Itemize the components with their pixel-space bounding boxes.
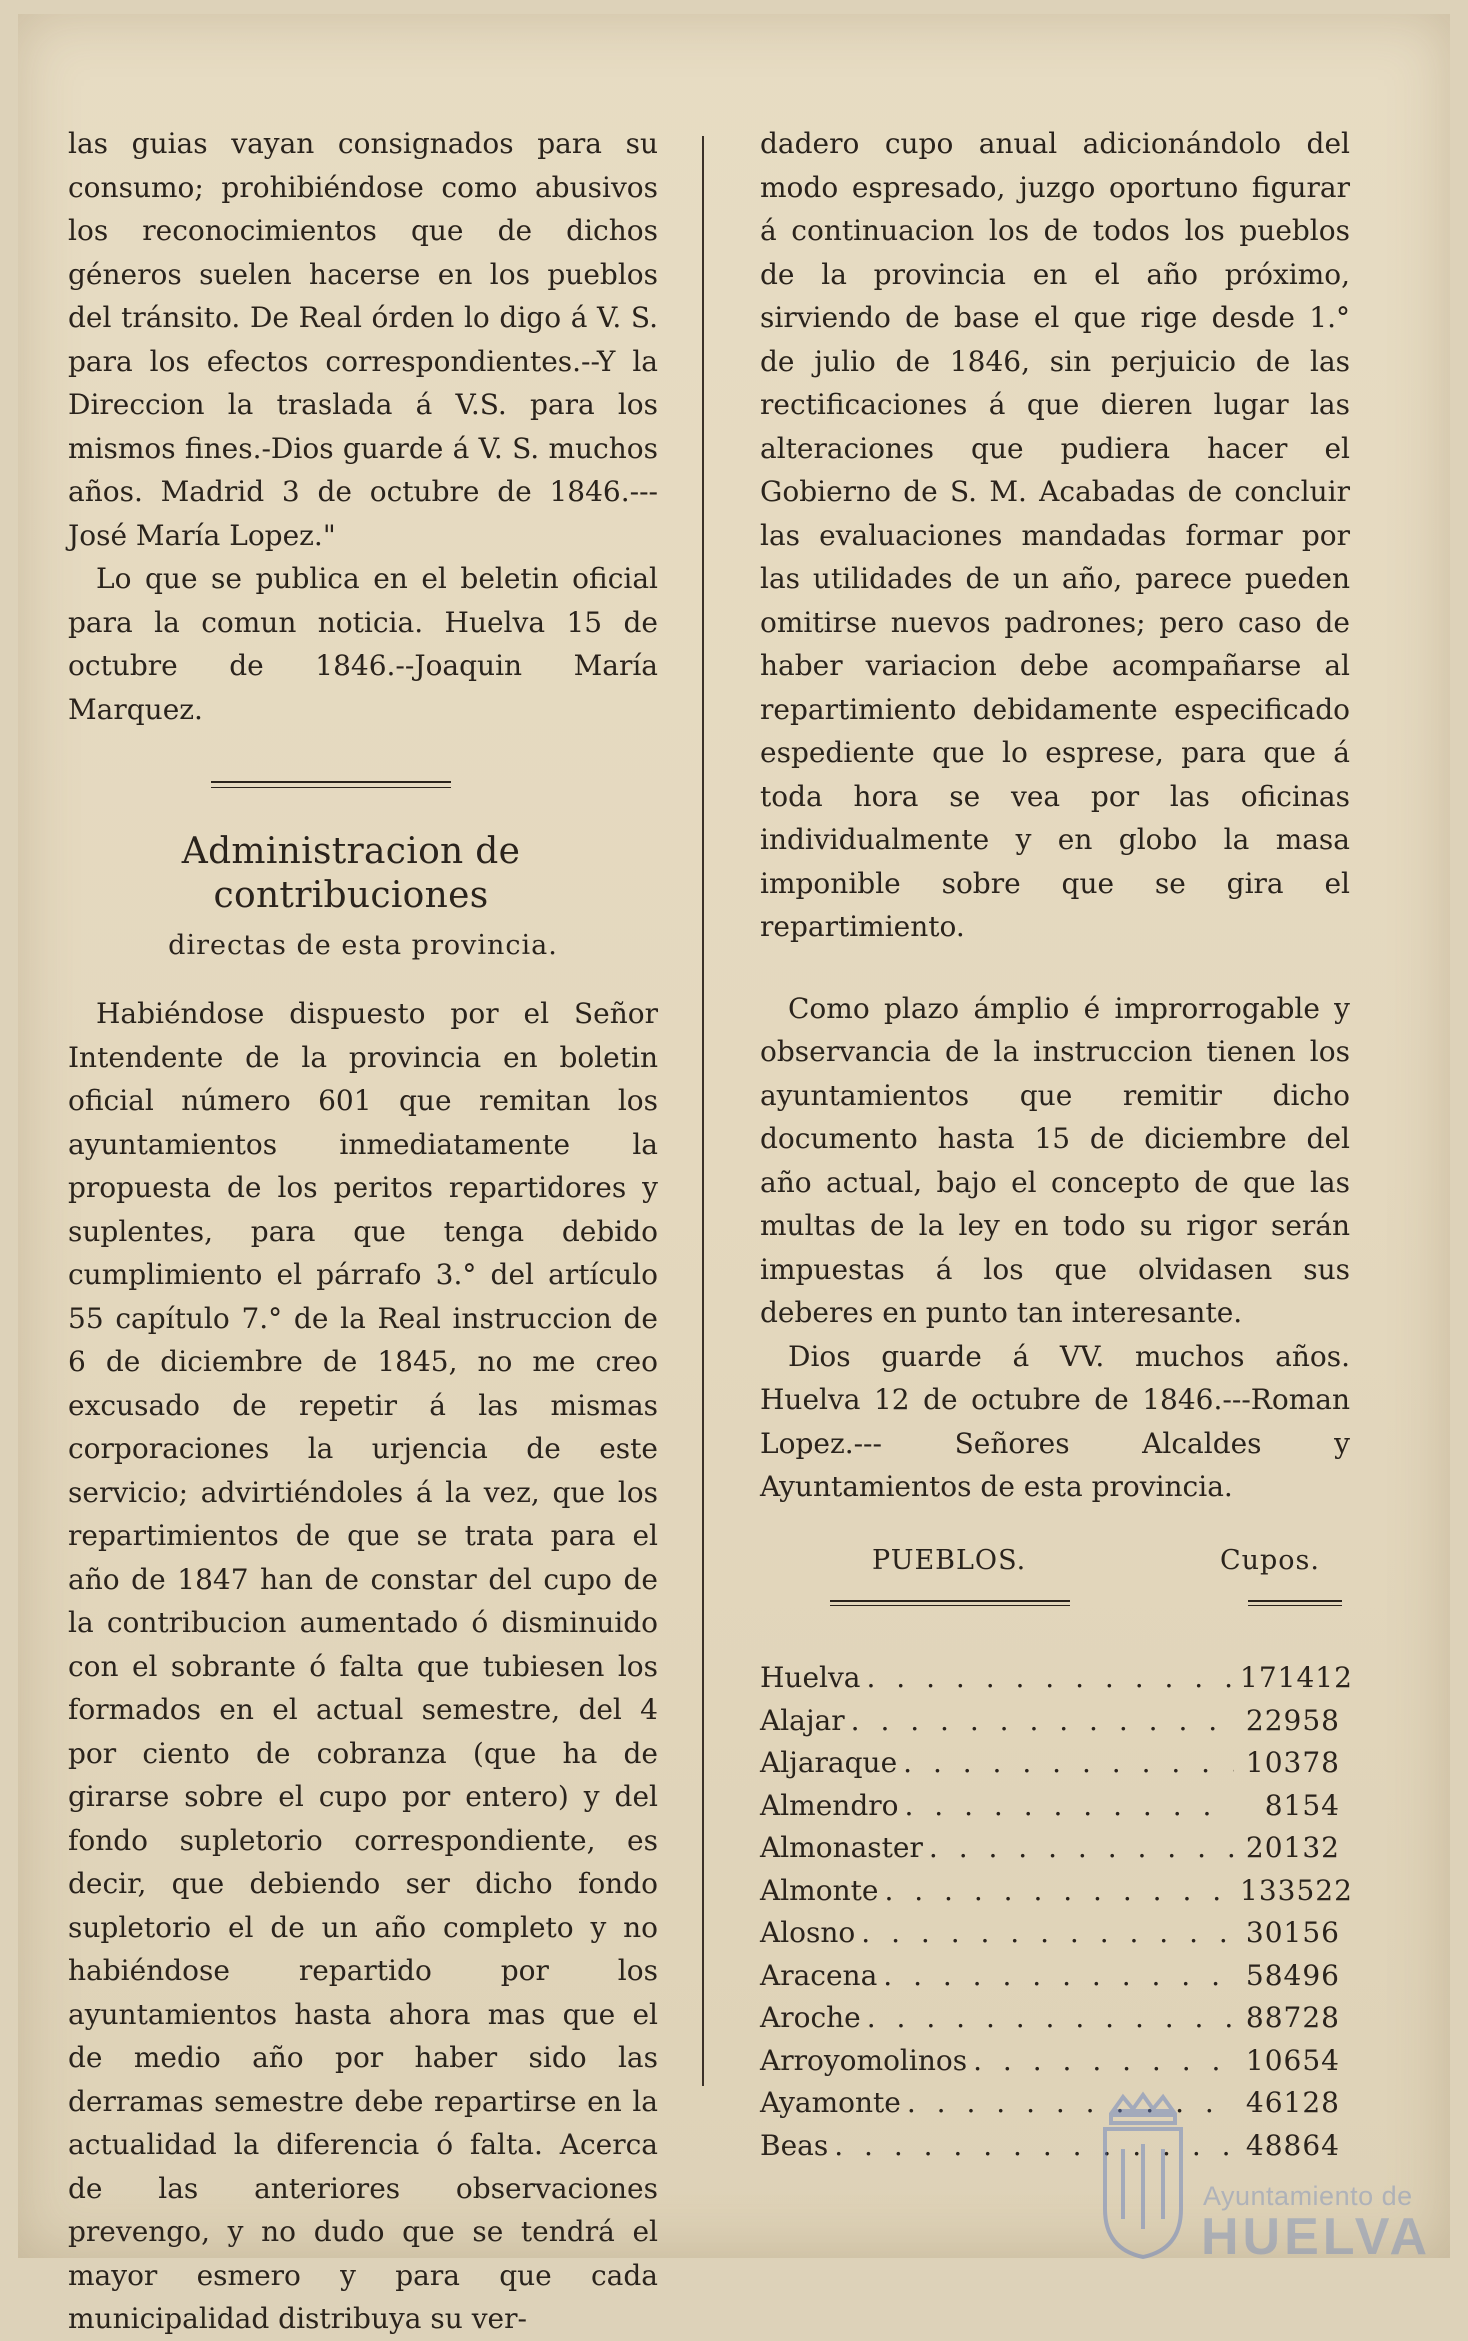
leader-dots [929,1826,1234,1870]
pueblo-name: Aracena [760,1958,878,1992]
cupo-value: 46128 [1245,2086,1340,2119]
column-divider [702,136,704,2086]
pueblo-name: Aljaraque [760,1746,898,1779]
leader-dots [903,1741,1234,1785]
cupo-value: 20132 [1245,1831,1340,1864]
cupo-value: 10654 [1245,2043,1340,2077]
section-heading: Administracion de contribuciones [181,831,521,916]
coat-of-arms-icon [1093,2089,1193,2259]
left-paragraph-1: las guias vayan consignados para su consumo; prohibiéndose como abusivos los reconocimientos que de dichos géneros suelen hacerse en los pueblos del tránsito. De Real órden lo digo á V. S. para los efectos correspondientes.--Y la Direccion la traslada á V.S. para los mismos fines.-Dios guarde á V. S. muchos años. Madrid 3 de octubre de 1846.---José María Lopez." [68,127,658,552]
cupo-value: 30156 [1245,1916,1340,1949]
section-subheading: directas de esta provincia. [168,930,558,961]
pueblos-rule [830,1600,1070,1606]
right-paragraph-1: dadero cupo anual adicionándolo del modo espresado, juzgo oportuno figurar á continuacion los de todos los pueblos de la provincia en el año próximo, sirviendo de base el que rige desde 1.° de julio de 1846, sin perjuicio de las rectificaciones á que dieren lugar las alteraciones que pudiera hacer el Gobierno de S. M. Acabadas de concluir las evaluaciones mandadas formar por las utilidades de un año, parece pueden omitirse nuevos padrones; pero caso de haber variacion debe acompañarse al repartimiento debidamente especificado espediente que lo esprese, para que á toda hora se vea por las oficinas individualmente y en globo la masa imponible sobre que se gira el repartimiento. [760,127,1350,943]
ornamental-divider [211,781,451,788]
table-row [760,1784,1350,1827]
table-row [760,1741,1350,1784]
leader-dots [883,1954,1234,1998]
huelva-watermark [1093,2089,1453,2269]
header-cupos: Cupos. [1219,1544,1320,1576]
pueblo-name: Huelva [760,1661,861,1694]
cupo-value: 8154 [1264,1788,1340,1822]
cupo-value: 88728 [1245,2001,1340,2034]
left-body-paragraph: Habiéndose dispuesto por el Señor Intendente de la provincia en boletin oficial número 601 que remitan los ayuntamientos inmediatamente la propuesta de los peritos repartidores y suplentes, para que tenga debido cumplimiento el párrafo 3.° del artículo 55 capítulo 7.° de la Real instruccion de 6 de diciembre de 1845, no me creo excusado de repetir á las mismas corporaciones la urjencia de este servicio; advirtiéndoles á la vez, que los repartimientos de que se trata para el año de 1847 han de constar del cupo de la contribucion aumentado ó disminuido con el sobrante ó falta que tubiesen los formados en el actual semestre, del 4 por ciento de cobranza (que ha de girarse sobre el cupo por entero) y del fondo supletorio correspondiente, es decir, que debiendo ser dicho fondo supletorio el de un año completo y no habiéndose repartido por los ayuntamientos hasta ahora mas que el de medio año por haber sido las derramas semestre debe repartirse en la actualidad la diferencia ó falta. Acerca de las anteriores observaciones prevengo, y no dudo que se tendrá el mayor esmero y para que cada municipalidad distribuya su ver- [68,997,658,2335]
cupos-rule [1248,1600,1342,1606]
cupo-value: 58496 [1245,1958,1340,1992]
cupo-value: 22958 [1245,1703,1340,1737]
table-row [760,1699,1350,1742]
pueblo-name: Aroche [760,2001,861,2034]
header-rules [760,1600,1350,1606]
left-column [68,122,658,2341]
cupo-value: 48864 [1245,2128,1340,2162]
pueblo-name: Alajar [760,1703,845,1737]
pueblo-name: Almendro [760,1788,899,1822]
cupo-value: 10378 [1245,1746,1340,1779]
table-row [760,1996,1350,2039]
newspaper-page [18,14,1450,2335]
leader-dots [867,1656,1235,1700]
pueblo-name: Almonte [760,1873,879,1907]
table-row [760,1911,1350,1954]
watermark-line-2: HUELVA [1201,2208,1432,2266]
table-row [760,1954,1350,1997]
table-row [760,1826,1350,1869]
right-paragraph-2: Como plazo ámplio é improrrogable y observancia de la instruccion tienen los ayuntamientos que remitir dicho documento hasta 15 de diciembre del año actual, bajo el concepto de que las multas de la ley en todo su rigor serán impuestas á los que olvidasen sus deberes en punto tan interesante. [760,991,1350,1329]
pueblo-name: Arroyomolinos [760,2043,968,2077]
pueblo-name: Almonaster [760,1831,923,1864]
pueblo-name: Beas [760,2128,829,2162]
right-paragraph-3: Dios guarde á VV. muchos años. Huelva 12 de octubre de 1846.---Roman Lopez.--- Señores Alcaldes y Ayuntamientos de esta provincia. [760,1339,1350,1503]
pueblo-name: Alosno [760,1916,856,1949]
leader-dots [851,1699,1234,1743]
leader-dots [867,1996,1234,2040]
leader-dots [973,2039,1234,2083]
pueblo-name: Ayamonte [760,2086,901,2119]
cupo-value: 171412 [1240,1661,1353,1694]
table-row [760,1656,1353,1699]
cupos-table-header [760,1539,1350,1583]
watermark-line-1: Ayuntamiento de [1203,2181,1413,2211]
header-pueblos: PUEBLOS. [872,1544,1027,1576]
right-column [760,122,1353,2166]
leader-dots [884,1869,1234,1913]
cupo-value: 133522 [1240,1873,1353,1907]
table-row [760,2039,1350,2082]
leader-dots [861,1911,1234,1955]
left-paragraph-2: Lo que se publica en el beletin oficial para la comun noticia. Huelva 15 de octubre de 1846.--Joaquin María Marquez. [68,562,658,726]
leader-dots [905,1784,1235,1828]
table-row [760,1869,1353,1912]
